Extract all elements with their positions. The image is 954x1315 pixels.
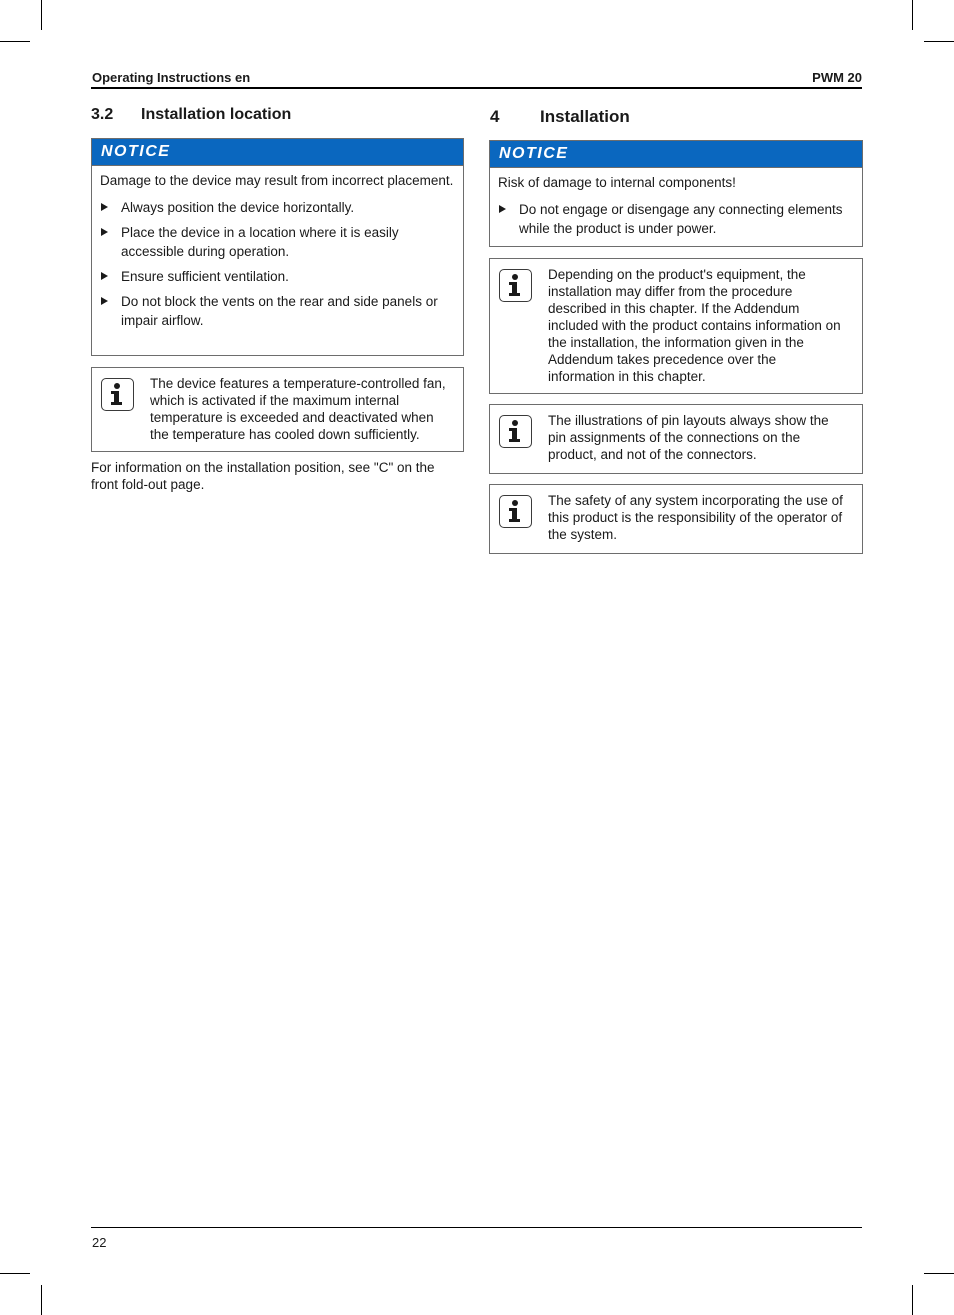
- crop-mark: [912, 0, 913, 30]
- crop-mark: [924, 41, 954, 42]
- document-title: Operating Instructions en: [92, 70, 251, 85]
- page-number: 22: [92, 1235, 107, 1250]
- notice-box: [91, 138, 464, 356]
- triangle-bullet-icon: [499, 205, 506, 213]
- notice-body: [92, 166, 463, 344]
- crop-mark: [912, 1285, 913, 1315]
- installation-position-paragraph: For information on the installation position, see "C" on the front fold-out page.: [91, 460, 435, 492]
- triangle-bullet-icon: [101, 297, 108, 305]
- footer-rule: [91, 1227, 862, 1228]
- info-text: The safety of any system incorporating the use of this product is the responsibility of the operator of the system.: [548, 493, 843, 542]
- crop-mark: [41, 1285, 42, 1315]
- list-item: [100, 223, 455, 261]
- crop-mark: [41, 0, 42, 30]
- notice-intro: Damage to the device may result from incorrect placement.: [100, 173, 454, 188]
- info-box: [489, 258, 863, 394]
- page-header: [91, 68, 862, 89]
- notice-list: [100, 198, 455, 330]
- section-number: 4: [490, 107, 500, 126]
- crop-mark: [924, 1273, 954, 1274]
- list-item-text: Ensure sufficient ventilation.: [121, 269, 289, 284]
- crop-mark: [0, 41, 30, 42]
- info-text: The illustrations of pin layouts always show the pin assignments of the connections on the product, and not of the connectors.: [548, 413, 829, 462]
- list-item-text: Always position the device horizontally.: [121, 200, 355, 215]
- notice-label: NOTICE: [92, 139, 463, 166]
- list-item-text: Do not block the vents on the rear and side panels or impair airflow.: [121, 294, 438, 328]
- triangle-bullet-icon: [101, 228, 108, 236]
- notice-box: [489, 140, 863, 247]
- crop-mark: [0, 1273, 30, 1274]
- list-item: [498, 200, 854, 238]
- section-title: Installation location: [141, 106, 292, 123]
- list-item: [100, 267, 455, 286]
- list-item-text: Do not engage or disengage any connecting elements while the product is under power.: [519, 202, 843, 236]
- notice-list: [498, 200, 854, 238]
- triangle-bullet-icon: [101, 272, 108, 280]
- notice-intro: Risk of damage to internal components!: [498, 175, 736, 190]
- info-icon: [499, 415, 532, 448]
- info-box: [91, 367, 464, 452]
- triangle-bullet-icon: [101, 203, 108, 211]
- info-text: Depending on the product's equipment, the installation may differ from the procedure described in this chapter. If the Addendum included with the product contains information on the installation, the information given in the Addendum takes precedence over the information in this chapter.: [548, 267, 841, 384]
- product-name: PWM 20: [812, 70, 862, 85]
- section-number: 3.2: [91, 106, 114, 123]
- list-item: [100, 292, 455, 330]
- list-item-text: Place the device in a location where it is easily accessible during operation.: [121, 225, 399, 259]
- list-item: [100, 198, 455, 217]
- section-heading-installation-location: [91, 106, 291, 124]
- notice-label: NOTICE: [490, 141, 862, 168]
- info-icon: [101, 378, 134, 411]
- info-box: [489, 404, 863, 474]
- notice-body: [490, 168, 862, 252]
- section-title: Installation: [540, 107, 630, 126]
- info-icon: [499, 269, 532, 302]
- info-box: [489, 484, 863, 554]
- info-icon: [499, 495, 532, 528]
- info-text: The device features a temperature-controlled fan, which is activated if the maximum internal temperature is exceeded and deactivated when the temperature has cooled down sufficiently.: [150, 376, 446, 442]
- section-heading-installation: [490, 107, 630, 127]
